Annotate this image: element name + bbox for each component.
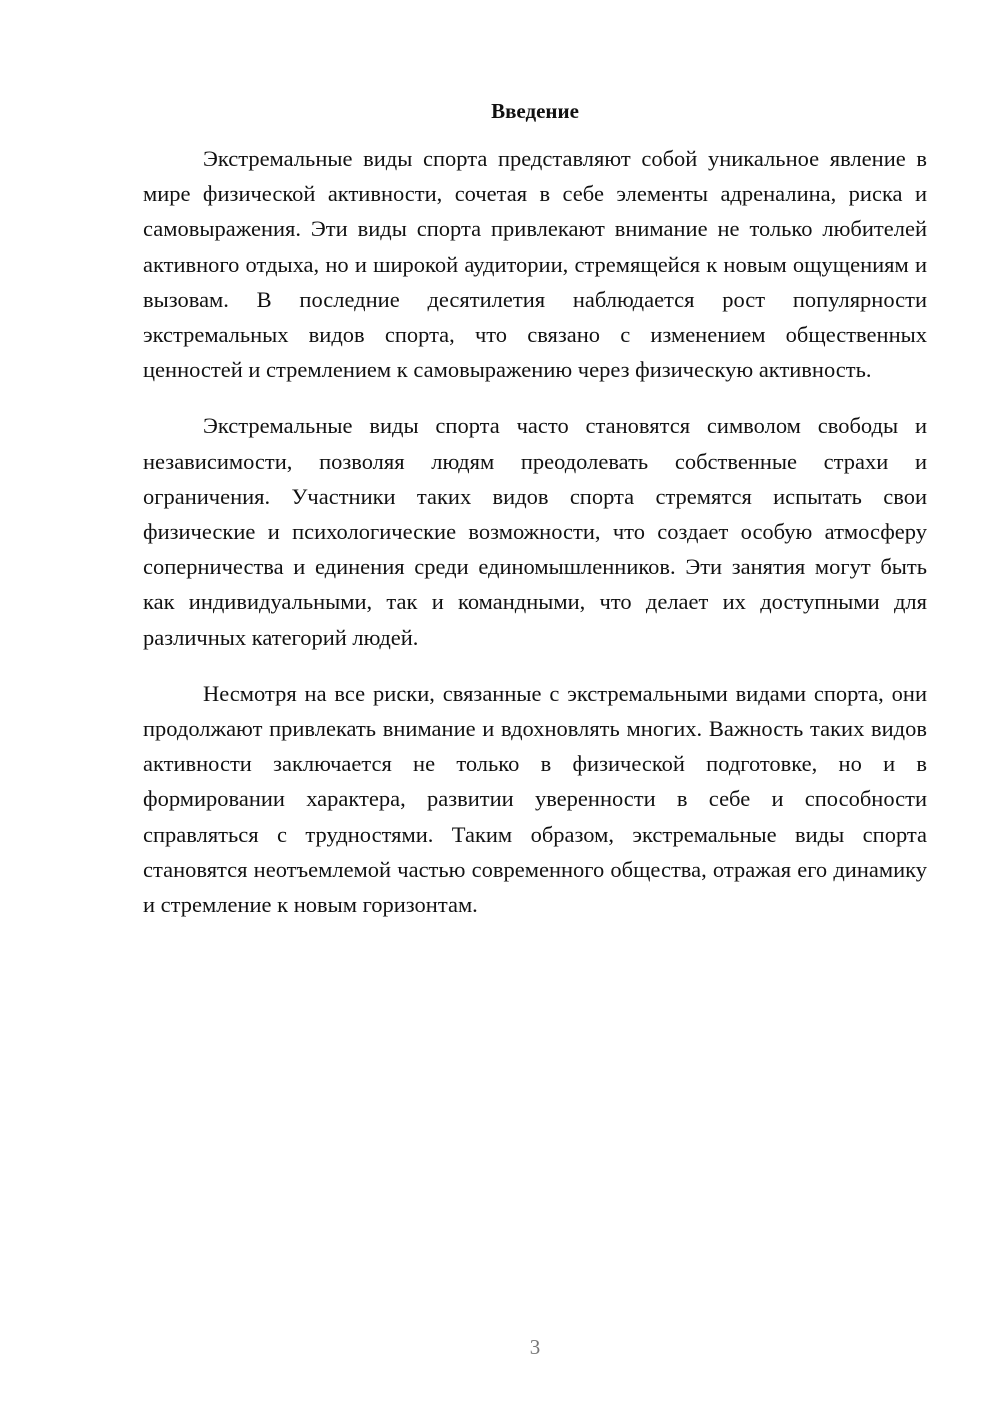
paragraph-1: Экстремальные виды спорта представляют собой уникальное явление в мире физической активности, сочетая в себе элементы адреналина, риска и самовыражения. Эти виды спорта привлекают внимание не только любителей активного отдыха, но и широкой аудитории, стремящейся к новым ощущениям и вызовам. В последние десятилетия наблюдается рост популярности экстремальных видов спорта, что связано с изменением общественных ценностей и стремлением к самовыражению через физическую активность. (143, 146, 927, 383)
paragraph-2: Экстремальные виды спорта часто становятся символом свободы и независимости, позволяя людям преодолевать собственные страхи и ограничения. Участники таких видов спорта стремятся испытать свои физические и психологические возможности, что создает особую атмосферу соперничества и единения среди единомышленников. Эти занятия могут быть как индивидуальными, так и командными, что делает их доступными для различных категорий людей. (143, 413, 927, 650)
paragraph-3: Несмотря на все риски, связанные с экстремальными видами спорта, они продолжают привлекать внимание и вдохновлять многих. Важность таких видов активности заключается не только в физической подготовке, но и в формировании характера, развитии уверенности в себе и способности справляться с трудностями. Таким образом, экстремальные виды спорта становятся неотъемлемой частью современного общества, отражая его динамику и стремление к новым горизонтам. (143, 680, 927, 918)
section-heading: Введение (491, 99, 579, 123)
body-text (143, 141, 927, 943)
page-number: 3 (529, 1335, 541, 1359)
